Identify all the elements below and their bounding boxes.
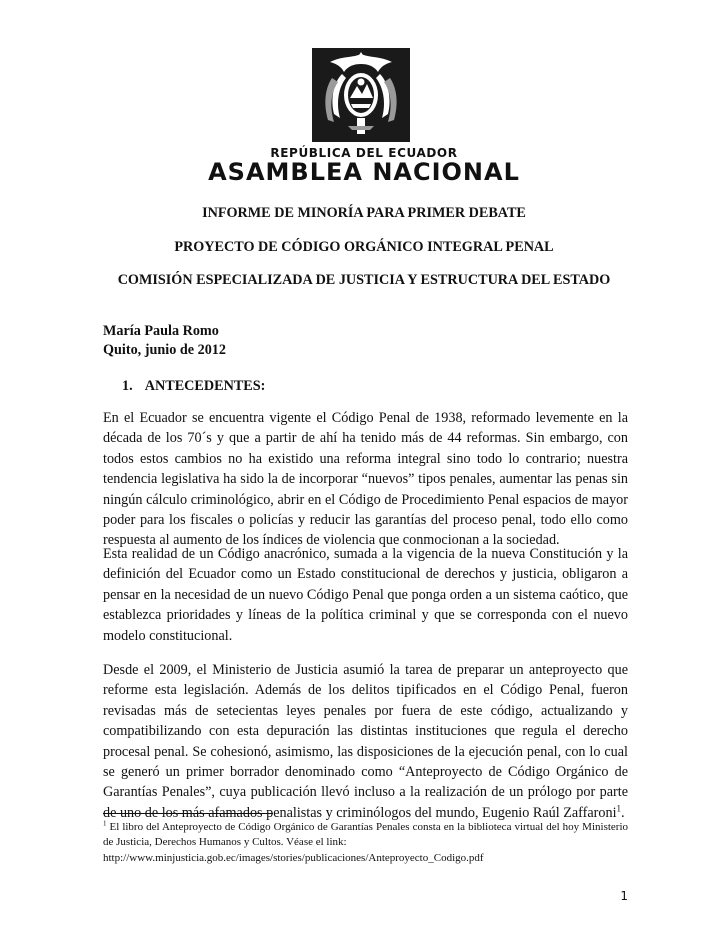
section-number: 1. xyxy=(122,378,133,394)
paragraph-2: Esta realidad de un Código anacrónico, sumada a la vigencia de la nueva Constitución y la definición del Ecuador como un Estado constitucional de derechos y justicia, obligaron a pensar en la necesidad de un nuevo Código Penal que ponga orden a un sistema caótico, que establezca prioridades y líneas de la política criminal y que se corresponda con el nuevo modelo constitucional. xyxy=(103,546,628,644)
report-title: INFORME DE MINORÍA PARA PRIMER DEBATE xyxy=(202,205,526,221)
footnote-divider xyxy=(103,813,273,814)
footnote-link[interactable]: http://www.minjusticia.gob.ec/images/stories/publicaciones/Anteproyecto_Codigo.pdf xyxy=(103,851,484,864)
author-name: María Paula Romo xyxy=(103,323,219,339)
footnote-text: El libro del Anteproyecto de Código Orgánico de Garantías Penales consta en la biblioteca virtual del hoy Ministerio de Justicia, Derechos Humanos y Cultos. Véase el link: xyxy=(103,821,629,849)
footnote-reference[interactable]: 1 xyxy=(616,803,622,814)
ecuador-coat-of-arms-icon xyxy=(312,48,410,142)
footnote xyxy=(103,820,628,866)
paragraph-3-text: Desde el 2009, el Ministerio de Justicia asumió la tarea de preparar un anteproyecto que reforme esta legislación. Además de los delitos tipificados en el Código Penal, fueron revisadas más de setecientas leyes penales por fuera de este código, actualizando y compatibilizando con esta depuración las distintas instituciones que regula el derecho procesal penal. Se cohesionó, asimismo, las disposiciones de la ejecución penal, con lo cual se generó un primer borrador denominado como “Anteproyecto de Código Orgánico de Garantías Penales”, cuya publicación llevó incluso a la realización de un prólogo por parte de uno de los más afamados penalistas y criminólogos del mundo, Eugenio Raúl Zaffaroni xyxy=(103,662,628,821)
assembly-label: ASAMBLEA NACIONAL xyxy=(208,158,520,186)
republic-label: REPÚBLICA DEL ECUADOR xyxy=(270,146,458,160)
place-date: Quito, junio de 2012 xyxy=(103,342,226,358)
footnote-marker: 1 xyxy=(103,819,107,828)
commission-title: COMISIÓN ESPECIALIZADA DE JUSTICIA Y ESTRUCTURA DEL ESTADO xyxy=(117,272,611,288)
section-title: ANTECEDENTES: xyxy=(144,378,266,394)
project-title: PROYECTO DE CÓDIGO ORGÁNICO INTEGRAL PENAL xyxy=(174,239,554,255)
paragraph-3-end: . xyxy=(621,804,625,821)
page-number: 1 xyxy=(620,889,628,903)
paragraph-1: En el Ecuador se encuentra vigente el Código Penal de 1938, reformado levemente en la década de los 70´s y que a partir de ahí ha tenido más de 44 reformas. Sin embargo, con todos estos cambios no ha existido una reforma integral sino todo lo contrario; nuestra tendencia legislativa ha sido la de incorporar “nuevos” tipos penales, aumentar las penas sin ningún cálculo criminológico, abrir en el Código de Procedimiento Penal espacios de mayor poder para los fiscales o policías y reducir las garantías del proceso penal, todo ello como respuesta al aumento de los índices de violencia que conmocionan a la sociedad. xyxy=(103,410,628,549)
author-block xyxy=(103,322,226,360)
paragraph-3 xyxy=(103,660,628,823)
section-heading xyxy=(122,378,265,395)
